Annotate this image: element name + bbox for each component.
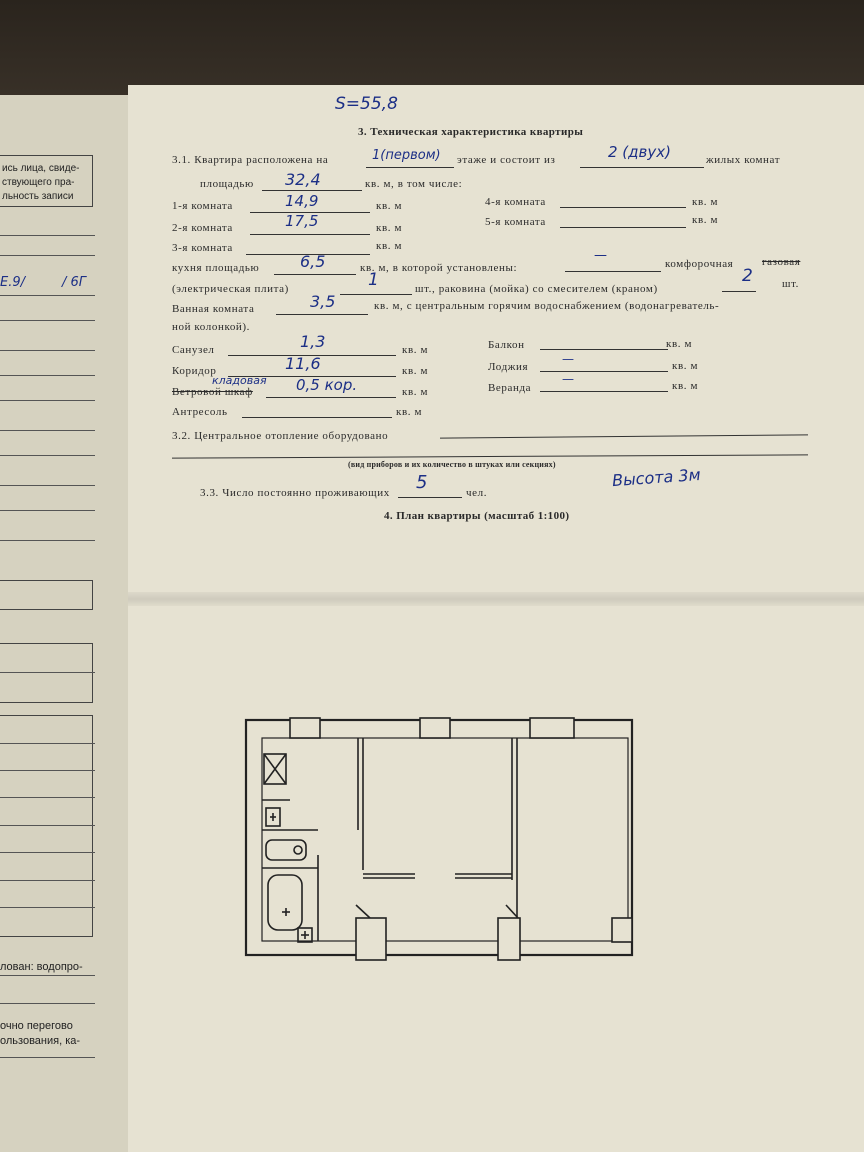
gas-stove-label: газовая (762, 256, 801, 268)
burner-label: комфорочная (665, 258, 734, 270)
kitchen-value: 6,5 (300, 252, 326, 271)
veranda-label: Веранда (488, 382, 532, 394)
residents-value: 5 (416, 472, 428, 493)
left-page-text: ствующего пра- (2, 177, 75, 188)
bath-label: Ванная комната (172, 303, 255, 315)
bath-value: 3,5 (310, 292, 336, 311)
corridor-unit: кв. м (402, 365, 428, 377)
sink-unit: шт. (782, 278, 800, 290)
total-area-note: S=55,8 (335, 94, 398, 114)
heating-label: 3.2. Центральное отопление оборудовано (172, 430, 389, 442)
sink-label: шт., раковина (мойка) со смесителем (краном) (415, 283, 658, 295)
veranda-value: — (562, 372, 574, 386)
toilet-unit: кв. м (402, 344, 428, 356)
room-1-value: 14,9 (285, 192, 319, 210)
residents-unit: чел. (466, 487, 488, 499)
left-page-handwriting: / 6Г (62, 275, 87, 290)
bath-hot-water-label: кв. м, с центральным горячим водоснабжением (водонагреватель- (374, 300, 720, 312)
stove-count: 1 (368, 270, 379, 290)
bath-hot-water-label-2: ной колонкой). (172, 321, 251, 333)
left-page-box (0, 580, 93, 610)
room-2-unit: кв. м (376, 222, 402, 234)
toilet-value: 1,3 (300, 332, 326, 351)
room-3-unit: кв. м (376, 240, 402, 252)
closet-unit: кв. м (402, 386, 428, 398)
section-3-title: 3. Техническая характеристика квартиры (358, 126, 584, 138)
burner-count: — (594, 248, 607, 263)
page-fold (128, 592, 864, 606)
left-page-handwriting: Е.9/ (0, 275, 25, 290)
kitchen-label: кухня площадью (172, 262, 260, 274)
room-2-value: 17,5 (285, 212, 319, 230)
living-area-unit: кв. м, в том числе: (365, 178, 463, 190)
left-page-text: ользования, ка- (0, 1035, 81, 1047)
loggia-value: — (562, 352, 574, 366)
loggia-unit: кв. м (672, 360, 698, 372)
loggia-label: Лоджия (488, 361, 529, 373)
left-page (0, 95, 129, 1152)
closet-note: кладовая (212, 374, 267, 387)
kitchen-unit: кв. м, в которой установлены: (360, 262, 518, 274)
veranda-unit: кв. м (672, 380, 698, 392)
document-page (128, 85, 864, 1152)
balcony-label: Балкон (488, 339, 525, 351)
left-page-text: льность записи (2, 191, 74, 202)
rooms-value: 2 (двух) (608, 143, 671, 161)
left-page-text: ись лица, свиде- (2, 163, 80, 174)
left-page-box (0, 715, 93, 937)
section-4-title: 4. План квартиры (масштаб 1:100) (384, 510, 570, 522)
ceiling-height-note: Высота 3м (611, 464, 702, 491)
rooms-label: этаже и состоит из (457, 154, 556, 166)
room-3-label: 3-я комната (172, 242, 233, 254)
left-page-text: очно перегово (0, 1020, 73, 1032)
apartment-floor-label: 3.1. Квартира расположена на (172, 154, 329, 166)
balcony-unit: кв. м (666, 338, 692, 350)
room-5-label: 5-я комната (485, 216, 546, 228)
residents-label: 3.3. Число постоянно проживающих (200, 487, 390, 499)
mezzanine-unit: кв. м (396, 406, 422, 418)
floor-value: 1(первом) (372, 148, 441, 163)
living-area-label: площадью (200, 178, 254, 190)
closet-label: Ветровой шкаф (172, 386, 253, 398)
closet-value: 0,5 кор. (296, 376, 358, 394)
left-page-box (0, 643, 93, 703)
room-4-label: 4-я комната (485, 196, 546, 208)
stove-label: (электрическая плита) (172, 283, 289, 295)
room-2-label: 2-я комната (172, 222, 233, 234)
room-4-unit: кв. м (692, 196, 718, 208)
mezzanine-label: Антресоль (172, 406, 228, 418)
living-rooms-label: жилых комнат (706, 154, 781, 166)
room-1-unit: кв. м (376, 200, 402, 212)
room-5-unit: кв. м (692, 214, 718, 226)
left-page-text: лован: водопро- (0, 961, 83, 973)
corridor-value: 11,6 (285, 354, 321, 373)
room-1-label: 1-я комната (172, 200, 233, 212)
corridor-label: Коридор (172, 365, 217, 377)
sink-count: 2 (742, 266, 753, 286)
living-area-value: 32,4 (285, 170, 321, 189)
heating-note: (вид приборов и их количество в штуках или секциях) (348, 460, 556, 469)
toilet-label: Санузел (172, 344, 215, 356)
